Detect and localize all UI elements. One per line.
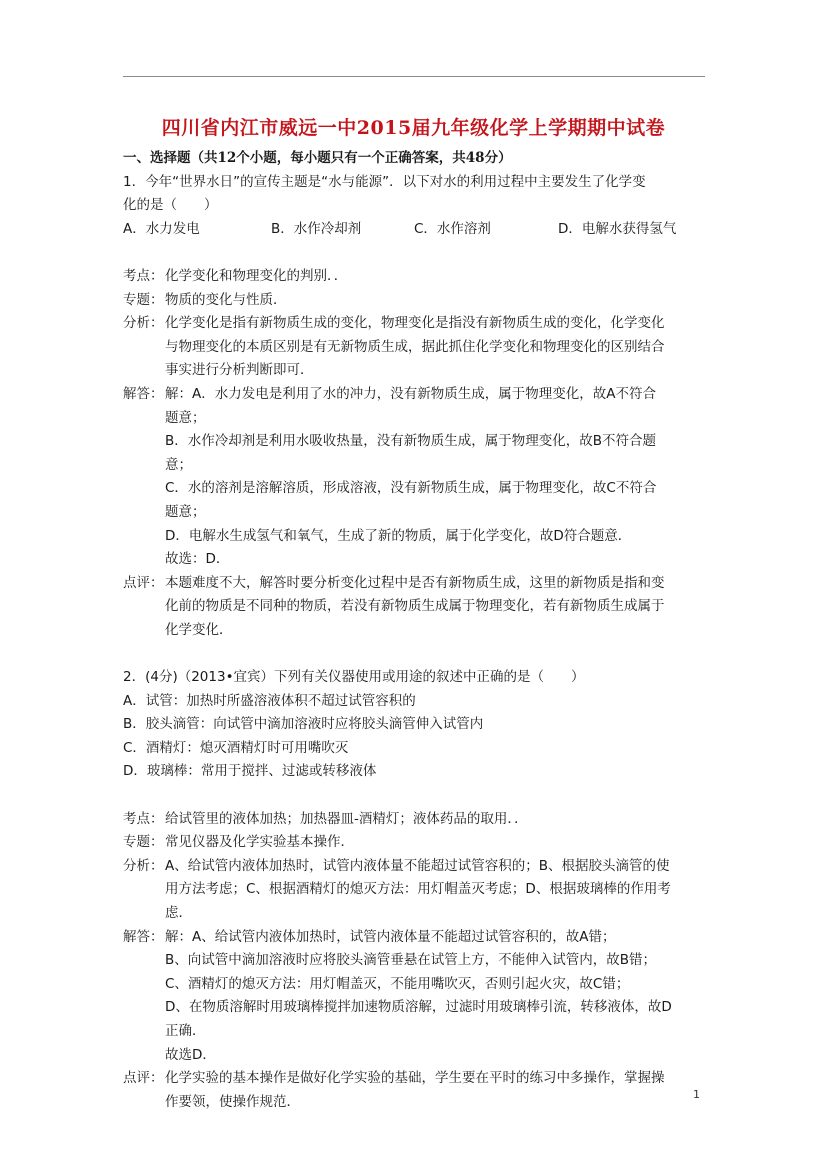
q1-fenxi-1: 分析： 化学变化是指有新物质生成的变化，物理变化是指没有新物质生成的变化，化学变化 — [123, 312, 709, 336]
q2-option-b: B．胶头滴管：向试管中滴加溶液时应将胶头滴管伸入试管内 — [123, 716, 484, 733]
q1-jieda-8: 故选：D． — [165, 551, 230, 568]
q1-options — [123, 218, 709, 242]
q2-zhuanti: 专题： 常见仪器及化学实验基本操作． — [123, 831, 709, 855]
header-rule — [123, 76, 705, 77]
jieda-label: 解答： — [123, 928, 164, 945]
q1-kaodian: 考点： 化学变化和物理变化的判别．． — [123, 265, 709, 289]
q2-dianping-2: 作要领，使操作规范． — [165, 1093, 300, 1110]
q1-jieda-3: B．水作冷却剂是利用水吸收热量，没有新物质生成，属于物理变化，故B不符合题 — [165, 433, 657, 450]
q2-jieda-1: 解答： 解：A、给试管内液体加热时，试管内液体量不能超过试管容积的，故A错； — [123, 926, 709, 950]
q2-option-c: C．酒精灯：熄灭酒精灯时可用嘴吹灭 — [123, 739, 349, 756]
q2-stem: 2．(4分)（2013•宜宾）下列有关仪器使用或用途的叙述中正确的是（ ） — [123, 669, 585, 686]
q2-option-d: D．玻璃棒：常用于搅拌、过滤或转移液体 — [123, 763, 377, 780]
q2-jieda-3: C、酒精灯的熄灭方法：用灯帽盖灭，不能用嘴吹灭，否则引起火灾，故C错； — [165, 975, 630, 992]
section-heading: 一、选择题（共12个小题，每小题只有一个正确答案，共48分） — [123, 150, 512, 166]
q2-fenxi-3: 虑． — [165, 905, 192, 921]
zhuanti-label: 专题： — [123, 834, 164, 851]
q1-option-d: D．电解水获得氢气 — [558, 220, 677, 237]
q2-jieda-5: 正确． — [165, 1022, 206, 1039]
q1-option-c: C．水作溶剂 — [414, 220, 491, 237]
q1-jieda-5: C．水的溶剂是溶解溶质，形成溶液，没有新物质生成，属于物理变化，故C不符合 — [165, 480, 657, 497]
document-body — [123, 147, 709, 1114]
page-title: 四川省内江市威远一中2015届九年级化学上学期期中试卷 — [161, 117, 666, 139]
q2-jieda-6: 故选D． — [165, 1046, 216, 1063]
jieda-label: 解答： — [123, 385, 164, 402]
q1-jieda-7: D．电解水生成氢气和氧气，生成了新的物质，属于化学变化，故D符合题意． — [165, 527, 632, 544]
dianping-label: 点评： — [123, 574, 164, 591]
q1-zhuanti: 专题： 物质的变化与性质． — [123, 289, 709, 313]
kaodian-label: 考点： — [123, 810, 164, 827]
zhuanti-label: 专题： — [123, 291, 164, 308]
kaodian-label: 考点： — [123, 267, 164, 284]
q1-dianping-1: 点评： 本题难度不大，解答时要分析变化过程中是否有新物质生成，这里的新物质是指和变 — [123, 572, 709, 596]
q1-fenxi-2: 与物理变化的本质区别是有无新物质生成，据此抓住化学变化和物理变化的区别结合 — [165, 338, 665, 355]
page-number: 1 — [693, 1088, 700, 1101]
dianping-label: 点评： — [123, 1070, 164, 1087]
q2-option-a: A．试管：加热时所盛溶液体积不超过试管容积的 — [123, 692, 416, 709]
q1-stem-line-2: 化的是（ ） — [123, 197, 218, 214]
q1-fenxi-3: 事实进行分析判断即可． — [165, 362, 314, 379]
q1-jieda-6: 题意； — [165, 503, 206, 520]
q1-jieda-4: 意； — [165, 456, 192, 473]
q1-option-a: A．水力发电 — [123, 220, 200, 237]
q1-jieda-2: 题意； — [165, 409, 206, 426]
q2-fenxi-1: 分析： A、给试管内液体加热时，试管内液体量不能超过试管容积的；B、根据胶头滴管的使 — [123, 855, 709, 879]
q1-dianping-3: 化学变化． — [165, 621, 233, 638]
q2-kaodian: 考点： 给试管里的液体加热；加热器皿-酒精灯；液体药品的取用．． — [123, 808, 709, 832]
fenxi-label: 分析： — [123, 315, 164, 332]
q1-jieda-1: 解答： 解：A．水力发电是利用了水的冲力，没有新物质生成，属于物理变化，故A不符合 — [123, 383, 709, 407]
fenxi-label: 分析： — [123, 857, 164, 874]
q2-dianping-1: 点评： 化学实验的基本操作是做好化学实验的基础，学生要在平时的练习中多操作，掌握操 — [123, 1067, 709, 1091]
q1-dianping-2: 化前的物质是不同种的物质，若没有新物质生成属于物理变化，若有新物质生成属于 — [165, 598, 665, 615]
q1-option-b: B．水作冷却剂 — [271, 220, 362, 237]
q2-jieda-4: D、在物质溶解时用玻璃棒搅拌加速物质溶解，过滤时用玻璃棒引流，转移液体，故D — [165, 999, 672, 1016]
q2-fenxi-2: 用方法考虑；C、根据酒精灯的熄灭方法：用灯帽盖灭考虑；D、根据玻璃棒的作用考 — [165, 881, 671, 898]
q2-jieda-2: B、向试管中滴加溶液时应将胶头滴管垂悬在试管上方，不能伸入试管内，故B错； — [165, 952, 657, 969]
q1-stem-line-1: 1．今年“世界水日”的宣传主题是“水与能源”．以下对水的利用过程中主要发生了化学变 — [123, 173, 646, 190]
